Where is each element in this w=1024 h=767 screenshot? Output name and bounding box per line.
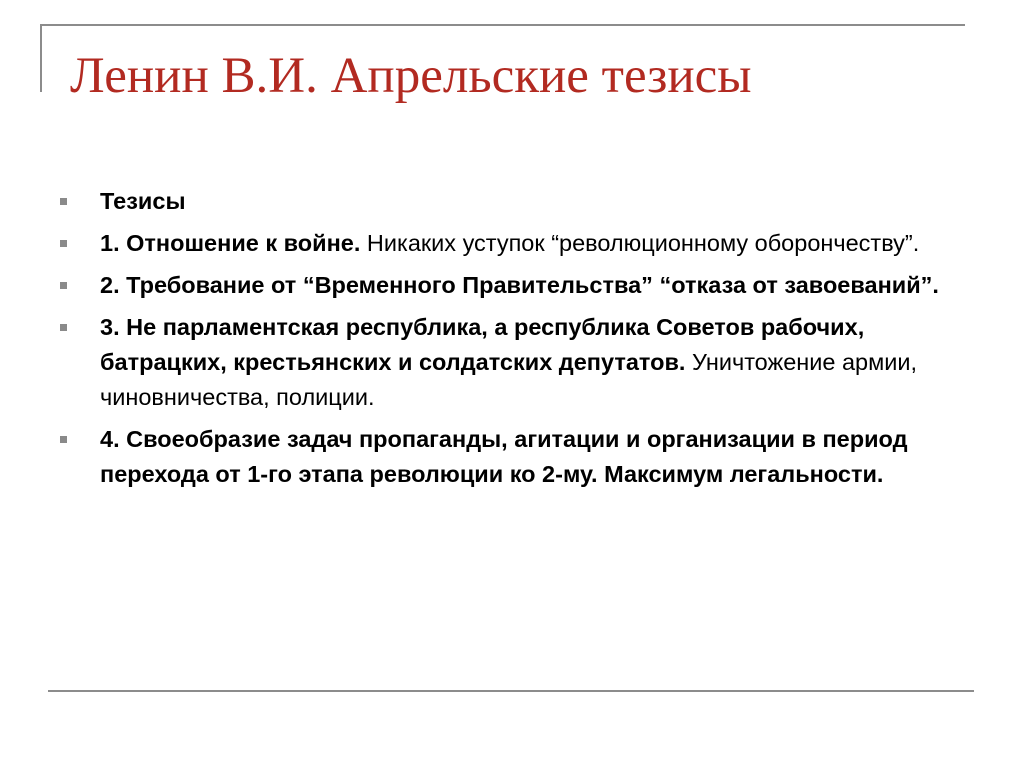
bullet-bold-text: 3. Не парламентская республика, а республика Советов рабочих, батрацких, крестьянских и солдатских депутатов. xyxy=(100,314,865,375)
square-bullet-icon xyxy=(60,240,67,247)
bullet-item xyxy=(58,310,958,415)
left-rule xyxy=(40,24,42,92)
bullet-bold-text: 1. Отношение к войне. xyxy=(100,230,361,256)
bottom-rule xyxy=(48,690,974,692)
bullet-text: Уничтожение армии, чиновничества, полиции. xyxy=(100,349,918,410)
square-bullet-icon xyxy=(60,436,67,443)
bullet-item xyxy=(58,268,958,303)
top-rule xyxy=(40,24,965,26)
bullet-list xyxy=(58,184,958,499)
square-bullet-icon xyxy=(60,198,67,205)
bullet-bold-text: 4. Своеобразие задач пропаганды, агитации и организации в период перехода от 1-го этапа революции ко 2-му. Максимум легальности. xyxy=(100,426,908,487)
square-bullet-icon xyxy=(60,324,67,331)
slide-title: Ленин В.И. Апрельские тезисы xyxy=(70,48,752,104)
bullet-text: Никаких уступок “революционному оборончеству”. xyxy=(360,230,920,256)
square-bullet-icon xyxy=(60,282,67,289)
bullet-item xyxy=(58,184,958,219)
bullet-bold-text: 2. Требование от “Временного Правительства” “отказа от завоеваний”. xyxy=(100,272,939,298)
bullet-item xyxy=(58,226,958,261)
bullet-item xyxy=(58,422,958,492)
bullet-bold-text: Тезисы xyxy=(100,188,186,214)
